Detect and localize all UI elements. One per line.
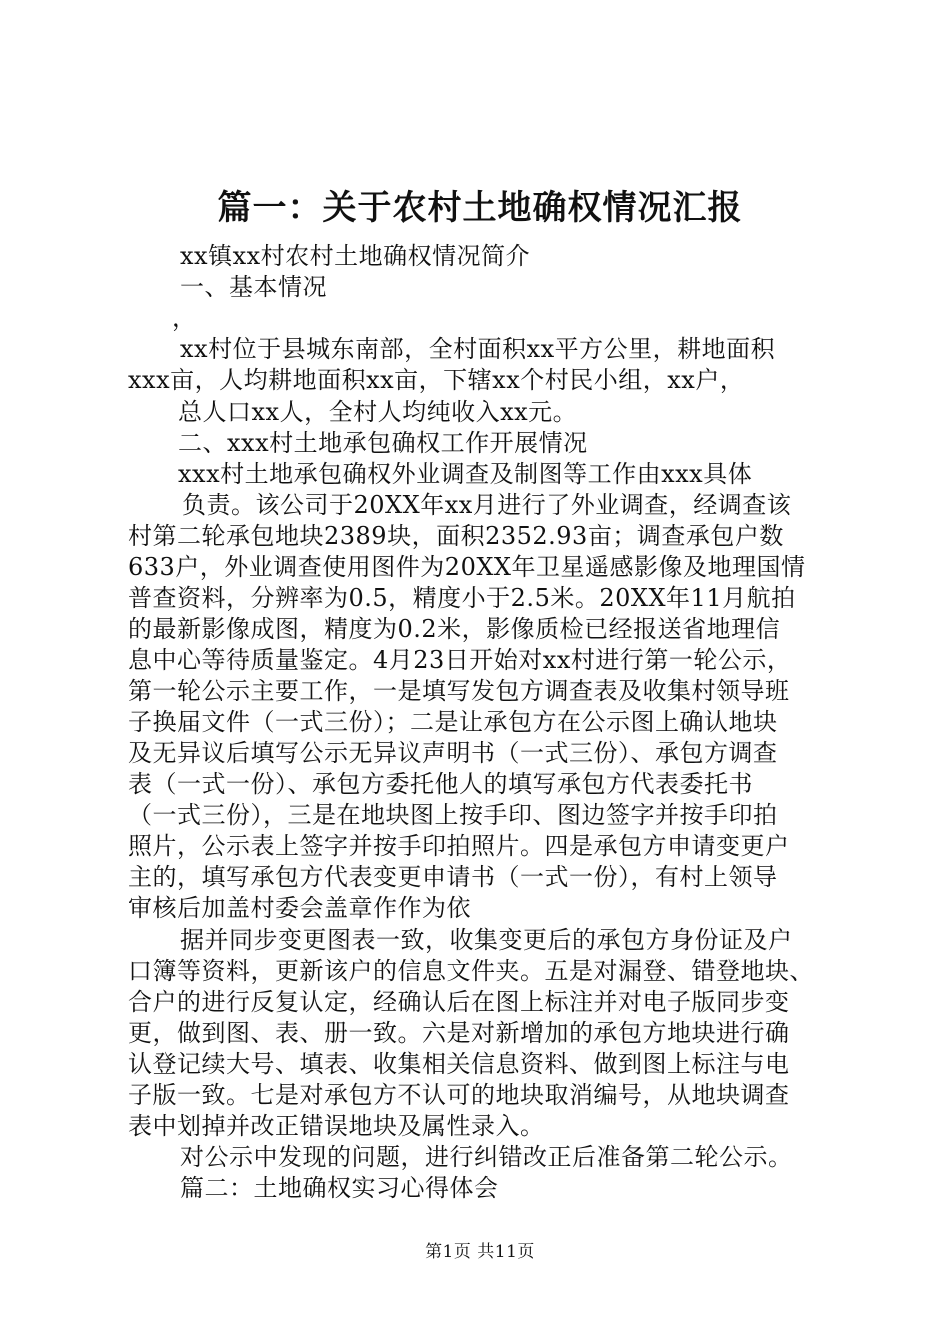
paragraph-line: 633户，外业调查使用图件为20XX年卫星遥感影像及地理国情 bbox=[128, 553, 806, 581]
section-heading: 二、xxx村土地承包确权工作开展情况 bbox=[178, 429, 588, 457]
paragraph-line: 普查资料，分辨率为0.5，精度小于2.5米。20XX年11月航拍 bbox=[128, 584, 796, 612]
section-heading: 篇二：土地确权实习心得体会 bbox=[180, 1174, 499, 1202]
paragraph-line: 表中划掉并改正错误地块及属性录入。 bbox=[128, 1112, 545, 1140]
paragraph-line: 口簿等资料，更新该户的信息文件夹。五是对漏登、错登地块、 bbox=[128, 957, 814, 985]
paragraph-line: 子版一致。七是对承包方不认可的地块取消编号，从地块调查 bbox=[128, 1081, 790, 1109]
document-title: 篇一：关于农村土地确权情况汇报 bbox=[217, 188, 743, 228]
section-heading: 一、基本情况 bbox=[180, 273, 327, 301]
paragraph-line: 村第二轮承包地块2389块，面积2352.93亩；调查承包户数 bbox=[128, 522, 784, 550]
paragraph-line: ， bbox=[172, 304, 197, 332]
paragraph-line: xxx亩，人均耕地面积xx亩，下辖xx个村民小组，xx户， bbox=[128, 366, 745, 394]
paragraph-line: 子换届文件（一式三份）；二是让承包方在公示图上确认地块 bbox=[128, 708, 778, 736]
paragraph-line: 的最新影像成图，精度为0.2米，影像质检已经报送省地理信 bbox=[128, 615, 781, 643]
paragraph-line: 认登记续大号、填表、收集相关信息资料、做到图上标注与电 bbox=[128, 1050, 790, 1078]
paragraph-line: 更，做到图、表、册一致。六是对新增加的承包方地块进行确 bbox=[128, 1019, 790, 1047]
paragraph-line: 照片，公示表上签字并按手印拍照片。四是承包方申请变更户 bbox=[128, 832, 790, 860]
paragraph-line: xx村位于县城东南部，全村面积xx平方公里，耕地面积 bbox=[180, 335, 776, 363]
paragraph-line: 合户的进行反复认定，经确认后在图上标注并对电子版同步变 bbox=[128, 988, 790, 1016]
page-footer: 第1页 共11页 bbox=[425, 1242, 535, 1262]
paragraph-line: 及无异议后填写公示无异议声明书（一式三份）、承包方调查 bbox=[128, 739, 778, 767]
paragraph-line: （一式三份），三是在地块图上按手印、图边签字并按手印拍 bbox=[128, 801, 778, 829]
paragraph-line: 息中心等待质量鉴定。4月23日开始对xx村进行第一轮公示， bbox=[128, 646, 792, 674]
paragraph-line: 总人口xx人，全村人均纯收入xx元。 bbox=[178, 398, 578, 426]
paragraph-line: 表（一式一份）、承包方委托他人的填写承包方代表委托书 bbox=[128, 770, 753, 798]
paragraph-line: 负责。该公司于20XX年xx月进行了外业调查，经调查该 bbox=[182, 491, 792, 519]
paragraph-line: xxx村土地承包确权外业调查及制图等工作由xxx具体 bbox=[178, 460, 753, 488]
paragraph-line: 第一轮公示主要工作，一是填写发包方调查表及收集村领导班 bbox=[128, 677, 790, 705]
paragraph-line: xx镇xx村农村土地确权情况简介 bbox=[180, 242, 531, 270]
paragraph-line: 对公示中发现的问题，进行纠错改正后准备第二轮公示。 bbox=[180, 1143, 793, 1171]
paragraph-line: 主的，填写承包方代表变更申请书（一式一份），有村上领导 bbox=[128, 863, 778, 891]
paragraph-line: 据并同步变更图表一致，收集变更后的承包方身份证及户 bbox=[180, 926, 793, 954]
paragraph-line: 审核后加盖村委会盖章作作为依 bbox=[128, 894, 471, 922]
